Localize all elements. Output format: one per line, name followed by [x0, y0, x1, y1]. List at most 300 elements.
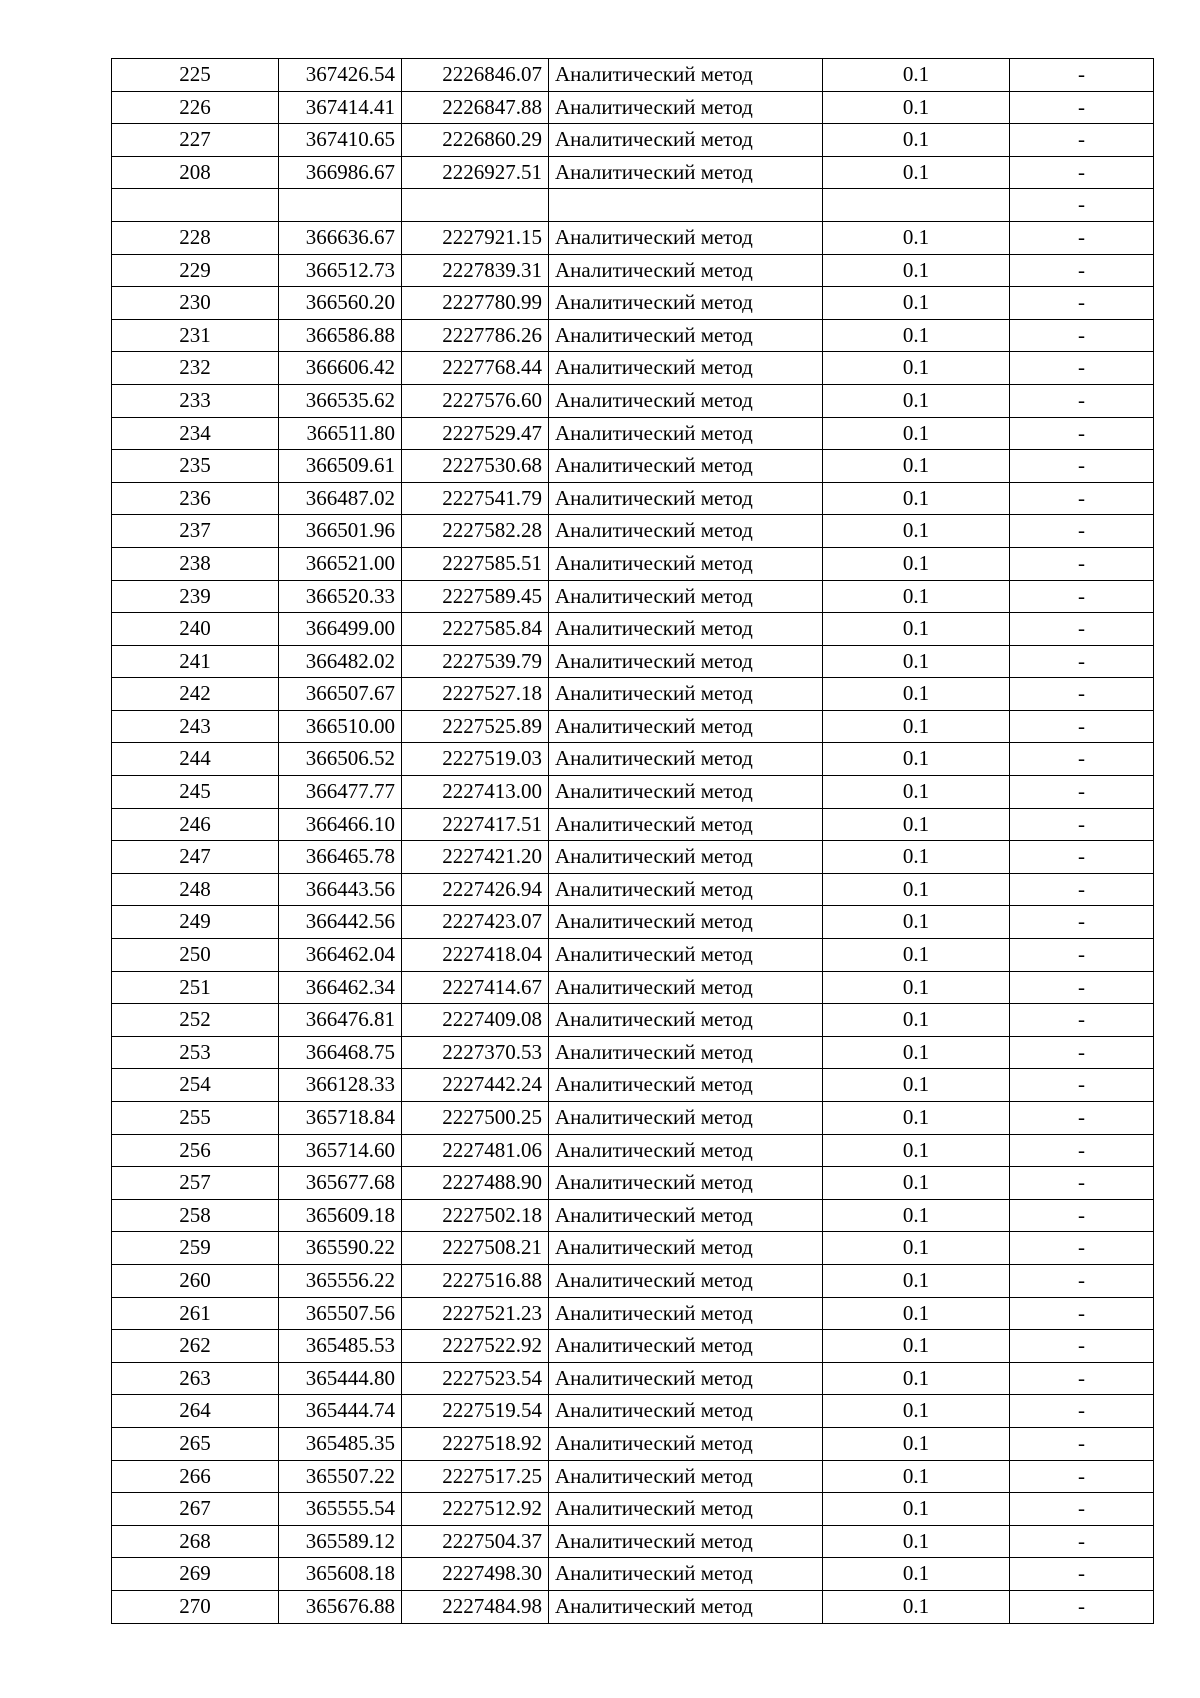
- method-cell: Аналитический метод: [549, 384, 823, 417]
- y-coordinate-cell: 2227839.31: [402, 254, 549, 287]
- y-coordinate-cell: 2227585.51: [402, 547, 549, 580]
- y-coordinate-cell: 2227521.23: [402, 1297, 549, 1330]
- accuracy-cell: 0.1: [823, 352, 1010, 385]
- table-row: [112, 482, 1154, 515]
- x-coordinate-cell: 366462.34: [279, 971, 402, 1004]
- table-row: [112, 384, 1154, 417]
- x-coordinate-cell: 366586.88: [279, 319, 402, 352]
- accuracy-cell: 0.1: [823, 645, 1010, 678]
- accuracy-cell: 0.1: [823, 906, 1010, 939]
- point-number-cell: 250: [112, 939, 279, 972]
- method-cell: Аналитический метод: [549, 59, 823, 92]
- y-coordinate-cell: 2227582.28: [402, 515, 549, 548]
- x-coordinate-cell: 366501.96: [279, 515, 402, 548]
- y-coordinate-cell: 2227502.18: [402, 1199, 549, 1232]
- point-number-cell: 269: [112, 1558, 279, 1591]
- table-row: [112, 1590, 1154, 1623]
- table-row: [112, 221, 1154, 254]
- note-cell: -: [1010, 613, 1154, 646]
- y-coordinate-cell: 2227768.44: [402, 352, 549, 385]
- method-cell: Аналитический метод: [549, 645, 823, 678]
- y-coordinate-cell: 2227426.94: [402, 873, 549, 906]
- note-cell: -: [1010, 743, 1154, 776]
- note-cell: -: [1010, 1004, 1154, 1037]
- x-coordinate-cell: 366506.52: [279, 743, 402, 776]
- y-coordinate-cell: 2227442.24: [402, 1069, 549, 1102]
- accuracy-cell: [823, 189, 1010, 222]
- point-number-cell: 242: [112, 678, 279, 711]
- point-number-cell: 208: [112, 156, 279, 189]
- method-cell: Аналитический метод: [549, 221, 823, 254]
- x-coordinate-cell: 365507.22: [279, 1460, 402, 1493]
- note-cell: -: [1010, 1558, 1154, 1591]
- point-number-cell: 244: [112, 743, 279, 776]
- table-row: [112, 1493, 1154, 1526]
- note-cell: -: [1010, 59, 1154, 92]
- table-row: [112, 319, 1154, 352]
- point-number-cell: 266: [112, 1460, 279, 1493]
- x-coordinate-cell: 365485.53: [279, 1330, 402, 1363]
- y-coordinate-cell: 2227529.47: [402, 417, 549, 450]
- point-number-cell: 227: [112, 124, 279, 157]
- method-cell: Аналитический метод: [549, 1134, 823, 1167]
- x-coordinate-cell: 365676.88: [279, 1590, 402, 1623]
- note-cell: -: [1010, 515, 1154, 548]
- accuracy-cell: 0.1: [823, 1134, 1010, 1167]
- note-cell: -: [1010, 710, 1154, 743]
- x-coordinate-cell: 366477.77: [279, 776, 402, 809]
- point-number-cell: 264: [112, 1395, 279, 1428]
- accuracy-cell: 0.1: [823, 1395, 1010, 1428]
- note-cell: -: [1010, 91, 1154, 124]
- point-number-cell: 231: [112, 319, 279, 352]
- table-row: [112, 1297, 1154, 1330]
- method-cell: Аналитический метод: [549, 971, 823, 1004]
- x-coordinate-cell: 366465.78: [279, 841, 402, 874]
- point-number-cell: 230: [112, 287, 279, 320]
- x-coordinate-cell: 365714.60: [279, 1134, 402, 1167]
- table-row: [112, 1232, 1154, 1265]
- point-number-cell: 252: [112, 1004, 279, 1037]
- note-cell: -: [1010, 221, 1154, 254]
- accuracy-cell: 0.1: [823, 1297, 1010, 1330]
- point-number-cell: 258: [112, 1199, 279, 1232]
- x-coordinate-cell: 366560.20: [279, 287, 402, 320]
- y-coordinate-cell: 2227589.45: [402, 580, 549, 613]
- note-cell: -: [1010, 482, 1154, 515]
- method-cell: Аналитический метод: [549, 1525, 823, 1558]
- y-coordinate-cell: 2227527.18: [402, 678, 549, 711]
- point-number-cell: 263: [112, 1362, 279, 1395]
- accuracy-cell: 0.1: [823, 59, 1010, 92]
- x-coordinate-cell: 365608.18: [279, 1558, 402, 1591]
- table-row: [112, 1264, 1154, 1297]
- table-row: [112, 841, 1154, 874]
- point-number-cell: 235: [112, 450, 279, 483]
- note-cell: -: [1010, 1427, 1154, 1460]
- x-coordinate-cell: 366509.61: [279, 450, 402, 483]
- y-coordinate-cell: 2227585.84: [402, 613, 549, 646]
- note-cell: -: [1010, 873, 1154, 906]
- point-number-cell: 234: [112, 417, 279, 450]
- x-coordinate-cell: 366442.56: [279, 906, 402, 939]
- table-row: [112, 1167, 1154, 1200]
- y-coordinate-cell: 2227517.25: [402, 1460, 549, 1493]
- method-cell: Аналитический метод: [549, 1427, 823, 1460]
- accuracy-cell: 0.1: [823, 1069, 1010, 1102]
- method-cell: Аналитический метод: [549, 776, 823, 809]
- method-cell: Аналитический метод: [549, 1395, 823, 1428]
- method-cell: Аналитический метод: [549, 1004, 823, 1037]
- table-row: [112, 1199, 1154, 1232]
- point-number-cell: 247: [112, 841, 279, 874]
- method-cell: Аналитический метод: [549, 1297, 823, 1330]
- y-coordinate-cell: 2227539.79: [402, 645, 549, 678]
- table-row: [112, 1427, 1154, 1460]
- x-coordinate-cell: 366636.67: [279, 221, 402, 254]
- table-row: [112, 189, 1154, 222]
- x-coordinate-cell: 365444.80: [279, 1362, 402, 1395]
- table-row: [112, 1362, 1154, 1395]
- point-number-cell: 268: [112, 1525, 279, 1558]
- table-row: [112, 1102, 1154, 1135]
- accuracy-cell: 0.1: [823, 1362, 1010, 1395]
- note-cell: -: [1010, 841, 1154, 874]
- table-row: [112, 1525, 1154, 1558]
- table-row: [112, 776, 1154, 809]
- point-number-cell: 245: [112, 776, 279, 809]
- accuracy-cell: 0.1: [823, 515, 1010, 548]
- note-cell: -: [1010, 1297, 1154, 1330]
- note-cell: -: [1010, 1330, 1154, 1363]
- note-cell: -: [1010, 1264, 1154, 1297]
- y-coordinate-cell: 2227423.07: [402, 906, 549, 939]
- method-cell: Аналитический метод: [549, 1493, 823, 1526]
- coordinates-table-body: [112, 59, 1154, 1624]
- y-coordinate-cell: 2226927.51: [402, 156, 549, 189]
- method-cell: Аналитический метод: [549, 352, 823, 385]
- accuracy-cell: 0.1: [823, 743, 1010, 776]
- y-coordinate-cell: 2227780.99: [402, 287, 549, 320]
- method-cell: Аналитический метод: [549, 1069, 823, 1102]
- point-number-cell: 240: [112, 613, 279, 646]
- point-number-cell: 260: [112, 1264, 279, 1297]
- point-number-cell: 253: [112, 1036, 279, 1069]
- note-cell: -: [1010, 1102, 1154, 1135]
- y-coordinate-cell: 2227518.92: [402, 1427, 549, 1460]
- x-coordinate-cell: 366507.67: [279, 678, 402, 711]
- method-cell: Аналитический метод: [549, 613, 823, 646]
- note-cell: -: [1010, 319, 1154, 352]
- table-row: [112, 1395, 1154, 1428]
- x-coordinate-cell: 366521.00: [279, 547, 402, 580]
- point-number-cell: 229: [112, 254, 279, 287]
- accuracy-cell: 0.1: [823, 776, 1010, 809]
- accuracy-cell: 0.1: [823, 417, 1010, 450]
- note-cell: -: [1010, 1199, 1154, 1232]
- point-number-cell: 267: [112, 1493, 279, 1526]
- method-cell: Аналитический метод: [549, 1558, 823, 1591]
- method-cell: Аналитический метод: [549, 515, 823, 548]
- y-coordinate-cell: 2227481.06: [402, 1134, 549, 1167]
- method-cell: Аналитический метод: [549, 906, 823, 939]
- x-coordinate-cell: 366487.02: [279, 482, 402, 515]
- accuracy-cell: 0.1: [823, 1525, 1010, 1558]
- table-row: [112, 743, 1154, 776]
- y-coordinate-cell: 2227484.98: [402, 1590, 549, 1623]
- x-coordinate-cell: 366482.02: [279, 645, 402, 678]
- point-number-cell: 261: [112, 1297, 279, 1330]
- accuracy-cell: 0.1: [823, 678, 1010, 711]
- y-coordinate-cell: 2227498.30: [402, 1558, 549, 1591]
- table-row: [112, 971, 1154, 1004]
- table-row: [112, 678, 1154, 711]
- method-cell: Аналитический метод: [549, 841, 823, 874]
- method-cell: Аналитический метод: [549, 1264, 823, 1297]
- table-row: [112, 1004, 1154, 1037]
- x-coordinate-cell: 365555.54: [279, 1493, 402, 1526]
- x-coordinate-cell: 365556.22: [279, 1264, 402, 1297]
- method-cell: Аналитический метод: [549, 1199, 823, 1232]
- point-number-cell: 237: [112, 515, 279, 548]
- x-coordinate-cell: 366466.10: [279, 808, 402, 841]
- accuracy-cell: 0.1: [823, 1036, 1010, 1069]
- x-coordinate-cell: 366520.33: [279, 580, 402, 613]
- accuracy-cell: 0.1: [823, 221, 1010, 254]
- y-coordinate-cell: 2227512.92: [402, 1493, 549, 1526]
- note-cell: -: [1010, 939, 1154, 972]
- x-coordinate-cell: 365718.84: [279, 1102, 402, 1135]
- note-cell: -: [1010, 1036, 1154, 1069]
- note-cell: -: [1010, 971, 1154, 1004]
- note-cell: -: [1010, 1134, 1154, 1167]
- accuracy-cell: 0.1: [823, 1004, 1010, 1037]
- y-coordinate-cell: 2227409.08: [402, 1004, 549, 1037]
- point-number-cell: 256: [112, 1134, 279, 1167]
- point-number-cell: 228: [112, 221, 279, 254]
- method-cell: Аналитический метод: [549, 547, 823, 580]
- point-number-cell: 236: [112, 482, 279, 515]
- method-cell: Аналитический метод: [549, 580, 823, 613]
- x-coordinate-cell: 366535.62: [279, 384, 402, 417]
- note-cell: -: [1010, 189, 1154, 222]
- note-cell: -: [1010, 645, 1154, 678]
- accuracy-cell: 0.1: [823, 971, 1010, 1004]
- y-coordinate-cell: 2227522.92: [402, 1330, 549, 1363]
- note-cell: -: [1010, 906, 1154, 939]
- point-number-cell: 239: [112, 580, 279, 613]
- method-cell: Аналитический метод: [549, 91, 823, 124]
- table-row: [112, 710, 1154, 743]
- accuracy-cell: 0.1: [823, 384, 1010, 417]
- accuracy-cell: 0.1: [823, 710, 1010, 743]
- accuracy-cell: 0.1: [823, 1427, 1010, 1460]
- method-cell: Аналитический метод: [549, 1036, 823, 1069]
- table-row: [112, 1069, 1154, 1102]
- method-cell: Аналитический метод: [549, 450, 823, 483]
- method-cell: Аналитический метод: [549, 319, 823, 352]
- y-coordinate-cell: 2227421.20: [402, 841, 549, 874]
- y-coordinate-cell: 2227921.15: [402, 221, 549, 254]
- point-number-cell: 233: [112, 384, 279, 417]
- y-coordinate-cell: 2227508.21: [402, 1232, 549, 1265]
- x-coordinate-cell: 366462.04: [279, 939, 402, 972]
- table-row: [112, 906, 1154, 939]
- point-number-cell: 232: [112, 352, 279, 385]
- x-coordinate-cell: 365609.18: [279, 1199, 402, 1232]
- y-coordinate-cell: 2227488.90: [402, 1167, 549, 1200]
- point-number-cell: 226: [112, 91, 279, 124]
- note-cell: -: [1010, 776, 1154, 809]
- accuracy-cell: 0.1: [823, 91, 1010, 124]
- method-cell: Аналитический метод: [549, 482, 823, 515]
- note-cell: -: [1010, 254, 1154, 287]
- y-coordinate-cell: 2227500.25: [402, 1102, 549, 1135]
- accuracy-cell: 0.1: [823, 1264, 1010, 1297]
- table-row: [112, 515, 1154, 548]
- table-row: [112, 808, 1154, 841]
- y-coordinate-cell: 2226846.07: [402, 59, 549, 92]
- table-row: [112, 91, 1154, 124]
- method-cell: Аналитический метод: [549, 1460, 823, 1493]
- x-coordinate-cell: 366986.67: [279, 156, 402, 189]
- x-coordinate-cell: 365444.74: [279, 1395, 402, 1428]
- point-number-cell: 251: [112, 971, 279, 1004]
- coordinates-table: [111, 58, 1154, 1624]
- note-cell: -: [1010, 450, 1154, 483]
- method-cell: Аналитический метод: [549, 1167, 823, 1200]
- x-coordinate-cell: 366499.00: [279, 613, 402, 646]
- accuracy-cell: 0.1: [823, 319, 1010, 352]
- x-coordinate-cell: 367426.54: [279, 59, 402, 92]
- note-cell: -: [1010, 1525, 1154, 1558]
- point-number-cell: 255: [112, 1102, 279, 1135]
- note-cell: -: [1010, 352, 1154, 385]
- accuracy-cell: 0.1: [823, 124, 1010, 157]
- note-cell: -: [1010, 417, 1154, 450]
- method-cell: Аналитический метод: [549, 254, 823, 287]
- y-coordinate-cell: 2226847.88: [402, 91, 549, 124]
- accuracy-cell: 0.1: [823, 613, 1010, 646]
- method-cell: Аналитический метод: [549, 678, 823, 711]
- x-coordinate-cell: 365677.68: [279, 1167, 402, 1200]
- note-cell: -: [1010, 1460, 1154, 1493]
- note-cell: -: [1010, 1069, 1154, 1102]
- table-row: [112, 1330, 1154, 1363]
- method-cell: Аналитический метод: [549, 710, 823, 743]
- table-row: [112, 156, 1154, 189]
- y-coordinate-cell: 2227417.51: [402, 808, 549, 841]
- table-row: [112, 1460, 1154, 1493]
- accuracy-cell: 0.1: [823, 1558, 1010, 1591]
- note-cell: -: [1010, 580, 1154, 613]
- x-coordinate-cell: 367414.41: [279, 91, 402, 124]
- table-row: [112, 547, 1154, 580]
- x-coordinate-cell: 366476.81: [279, 1004, 402, 1037]
- accuracy-cell: 0.1: [823, 873, 1010, 906]
- table-row: [112, 59, 1154, 92]
- note-cell: -: [1010, 1232, 1154, 1265]
- x-coordinate-cell: 365485.35: [279, 1427, 402, 1460]
- y-coordinate-cell: 2227523.54: [402, 1362, 549, 1395]
- accuracy-cell: 0.1: [823, 580, 1010, 613]
- accuracy-cell: 0.1: [823, 482, 1010, 515]
- point-number-cell: 238: [112, 547, 279, 580]
- table-row: [112, 873, 1154, 906]
- accuracy-cell: 0.1: [823, 254, 1010, 287]
- accuracy-cell: 0.1: [823, 1167, 1010, 1200]
- accuracy-cell: 0.1: [823, 1493, 1010, 1526]
- point-number-cell: [112, 189, 279, 222]
- accuracy-cell: 0.1: [823, 1102, 1010, 1135]
- y-coordinate-cell: [402, 189, 549, 222]
- note-cell: -: [1010, 1493, 1154, 1526]
- y-coordinate-cell: 2226860.29: [402, 124, 549, 157]
- method-cell: Аналитический метод: [549, 287, 823, 320]
- method-cell: Аналитический метод: [549, 873, 823, 906]
- note-cell: -: [1010, 678, 1154, 711]
- accuracy-cell: 0.1: [823, 547, 1010, 580]
- accuracy-cell: 0.1: [823, 939, 1010, 972]
- x-coordinate-cell: 366510.00: [279, 710, 402, 743]
- y-coordinate-cell: 2227525.89: [402, 710, 549, 743]
- y-coordinate-cell: 2227370.53: [402, 1036, 549, 1069]
- table-row: [112, 287, 1154, 320]
- method-cell: [549, 189, 823, 222]
- accuracy-cell: 0.1: [823, 841, 1010, 874]
- point-number-cell: 243: [112, 710, 279, 743]
- accuracy-cell: 0.1: [823, 1232, 1010, 1265]
- x-coordinate-cell: [279, 189, 402, 222]
- table-row: [112, 1558, 1154, 1591]
- note-cell: -: [1010, 1590, 1154, 1623]
- accuracy-cell: 0.1: [823, 1460, 1010, 1493]
- point-number-cell: 254: [112, 1069, 279, 1102]
- x-coordinate-cell: 367410.65: [279, 124, 402, 157]
- point-number-cell: 257: [112, 1167, 279, 1200]
- method-cell: Аналитический метод: [549, 939, 823, 972]
- table-row: [112, 939, 1154, 972]
- point-number-cell: 265: [112, 1427, 279, 1460]
- x-coordinate-cell: 366606.42: [279, 352, 402, 385]
- y-coordinate-cell: 2227413.00: [402, 776, 549, 809]
- table-row: [112, 613, 1154, 646]
- note-cell: -: [1010, 547, 1154, 580]
- table-row: [112, 1134, 1154, 1167]
- accuracy-cell: 0.1: [823, 156, 1010, 189]
- point-number-cell: 259: [112, 1232, 279, 1265]
- point-number-cell: 225: [112, 59, 279, 92]
- note-cell: -: [1010, 808, 1154, 841]
- y-coordinate-cell: 2227519.54: [402, 1395, 549, 1428]
- point-number-cell: 249: [112, 906, 279, 939]
- note-cell: -: [1010, 1362, 1154, 1395]
- point-number-cell: 262: [112, 1330, 279, 1363]
- table-row: [112, 124, 1154, 157]
- table-row: [112, 645, 1154, 678]
- y-coordinate-cell: 2227516.88: [402, 1264, 549, 1297]
- y-coordinate-cell: 2227576.60: [402, 384, 549, 417]
- method-cell: Аналитический метод: [549, 1102, 823, 1135]
- method-cell: Аналитический метод: [549, 417, 823, 450]
- table-row: [112, 254, 1154, 287]
- y-coordinate-cell: 2227418.04: [402, 939, 549, 972]
- y-coordinate-cell: 2227519.03: [402, 743, 549, 776]
- x-coordinate-cell: 365590.22: [279, 1232, 402, 1265]
- accuracy-cell: 0.1: [823, 1199, 1010, 1232]
- method-cell: Аналитический метод: [549, 1330, 823, 1363]
- point-number-cell: 270: [112, 1590, 279, 1623]
